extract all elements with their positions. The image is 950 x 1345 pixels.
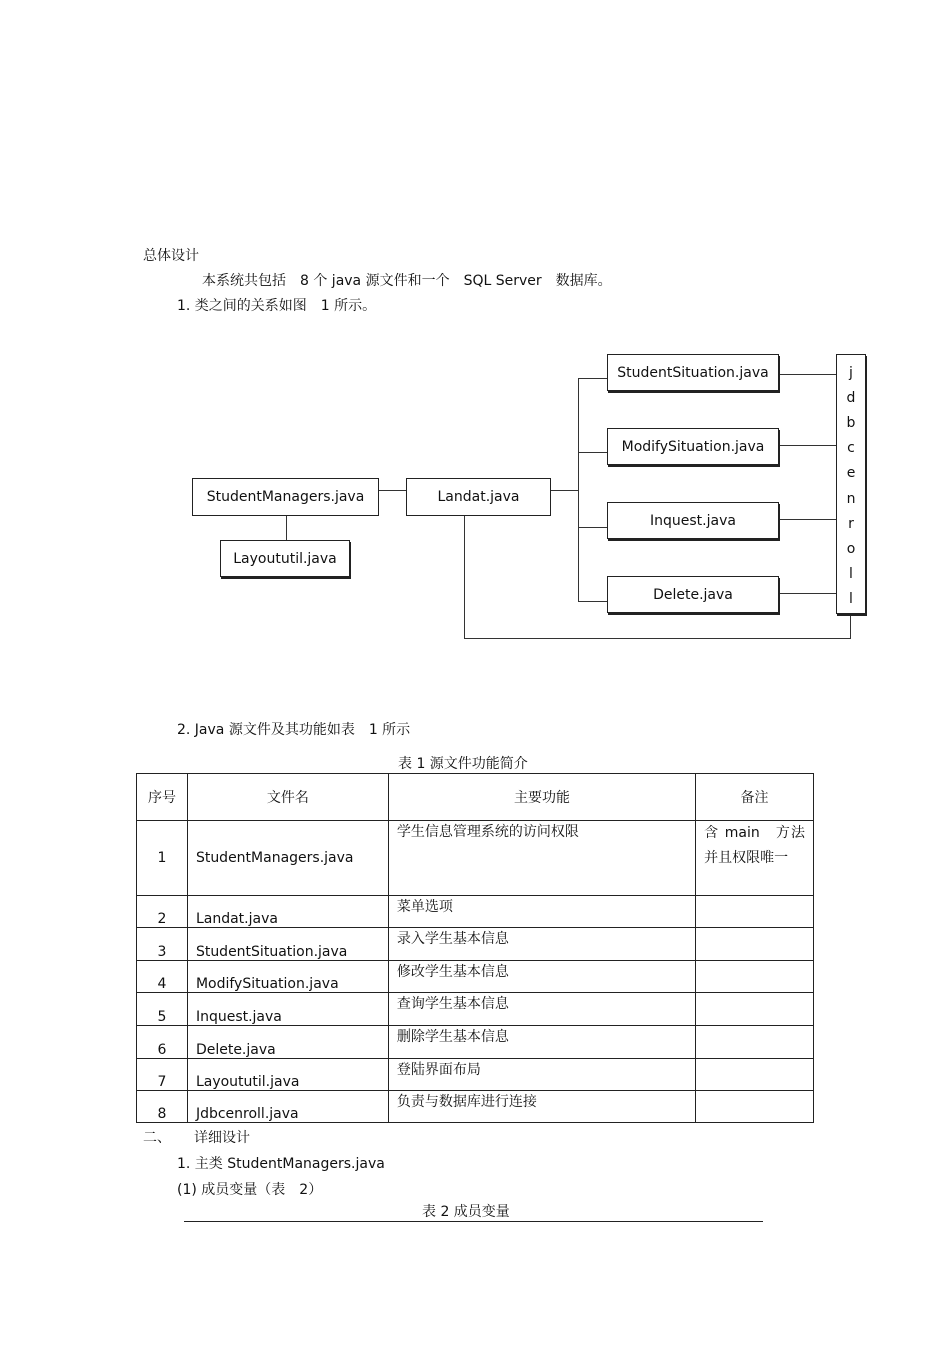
table-row: [137, 1026, 814, 1059]
table-header: 文件名: [187, 774, 388, 821]
sub-item: (1) 成员变量（表 2）: [177, 1182, 323, 1198]
connector-line: [779, 519, 836, 520]
cell-no: 1: [137, 821, 188, 896]
section-heading: 总体设计: [143, 248, 199, 264]
cell-func: 负责与数据库进行连接: [388, 1091, 695, 1123]
table-row: [137, 1091, 814, 1123]
table2-top-rule: [184, 1221, 763, 1222]
cell-func: 录入学生基本信息: [388, 928, 695, 961]
table-row: [137, 993, 814, 1026]
node-student-managers: StudentManagers.java: [192, 478, 379, 516]
jdbc-letter: j: [849, 365, 853, 381]
intro-paragraph: 本系统共包括 8 个 java 源文件和一个 SQL Server 数据库。: [202, 273, 612, 289]
connector-line: [286, 515, 287, 540]
cell-func: 查询学生基本信息: [388, 993, 695, 1026]
node-inquest: Inquest.java: [607, 502, 779, 539]
connector-line: [779, 445, 836, 446]
cell-no: 5: [137, 993, 188, 1026]
list-item-1: 1. 主类 StudentManagers.java: [177, 1156, 385, 1172]
node-student-situation: StudentSituation.java: [607, 354, 779, 391]
cell-no: 2: [137, 896, 188, 928]
cell-func: 修改学生基本信息: [388, 961, 695, 993]
cell-func: 删除学生基本信息: [388, 1026, 695, 1059]
cell-func: 登陆界面布局: [388, 1059, 695, 1091]
jdbc-letter: l: [849, 565, 853, 582]
list-item-1: 1. 类之间的关系如图 1 所示。: [177, 298, 377, 314]
cell-note: 含 main 方法并且权限唯一: [704, 825, 805, 866]
connector-line: [550, 490, 579, 491]
cell-no: 8: [137, 1091, 188, 1123]
table-header: 备注: [696, 774, 814, 821]
table1-caption: 表 1 源文件功能简介: [398, 756, 528, 772]
cell-note: [696, 961, 814, 993]
table-row: [137, 896, 814, 928]
connector-line: [464, 638, 851, 639]
list-item-2: 2. Java 源文件及其功能如表 1 所示: [177, 722, 411, 738]
cell-note: [696, 993, 814, 1026]
cell-func: 学生信息管理系统的访问权限: [388, 821, 695, 896]
node-modify-situation: ModifySituation.java: [607, 428, 779, 465]
node-jdbcenroll: [836, 354, 866, 614]
node-landat: Landat.java: [406, 478, 551, 516]
node-layoututil: Layoututil.java: [220, 540, 350, 577]
cell-file: StudentSituation.java: [187, 928, 388, 961]
jdbc-letter: l: [849, 590, 853, 607]
table-row: [137, 1059, 814, 1091]
node-delete: Delete.java: [607, 576, 779, 613]
cell-file: Jdbcenroll.java: [187, 1091, 388, 1123]
cell-file: Delete.java: [187, 1026, 388, 1059]
table2-caption: 表 2 成员变量: [422, 1204, 510, 1220]
table-header: 主要功能: [388, 774, 695, 821]
cell-note: [696, 896, 814, 928]
cell-no: 7: [137, 1059, 188, 1091]
connector-line: [578, 378, 579, 602]
cell-file: Inquest.java: [187, 993, 388, 1026]
cell-note: [696, 1026, 814, 1059]
cell-no: 3: [137, 928, 188, 961]
connector-line: [850, 614, 851, 639]
connector-line: [378, 490, 407, 491]
table-header: 序号: [137, 774, 188, 821]
connector-line: [779, 593, 836, 594]
cell-file: StudentManagers.java: [187, 821, 388, 896]
jdbc-letter: e: [846, 465, 856, 482]
cell-func: 菜单选项: [388, 896, 695, 928]
connector-line: [578, 378, 608, 379]
table-row: [137, 928, 814, 961]
source-files-table: [136, 773, 814, 1123]
section-number: 二、: [143, 1130, 171, 1146]
cell-file: Layoututil.java: [187, 1059, 388, 1091]
connector-line: [578, 601, 608, 602]
connector-line: [578, 527, 608, 528]
jdbc-letter: o: [846, 540, 856, 557]
cell-no: 4: [137, 961, 188, 993]
connector-line: [464, 515, 465, 639]
cell-file: Landat.java: [187, 896, 388, 928]
cell-note: [696, 928, 814, 961]
section-heading: 详细设计: [194, 1130, 250, 1146]
cell-file: ModifySituation.java: [187, 961, 388, 993]
connector-line: [578, 452, 608, 453]
jdbc-letter: c: [847, 440, 855, 457]
cell-note: [696, 1091, 814, 1123]
table-row: [137, 961, 814, 993]
table-row: [137, 821, 814, 896]
jdbc-letter: b: [846, 415, 856, 432]
connector-line: [779, 374, 836, 375]
table-header-row: [137, 774, 814, 821]
jdbc-letter: r: [848, 515, 854, 532]
jdbc-letter: d: [846, 390, 856, 407]
cell-no: 6: [137, 1026, 188, 1059]
jdbc-letter: n: [846, 490, 856, 507]
cell-note: [696, 1059, 814, 1091]
